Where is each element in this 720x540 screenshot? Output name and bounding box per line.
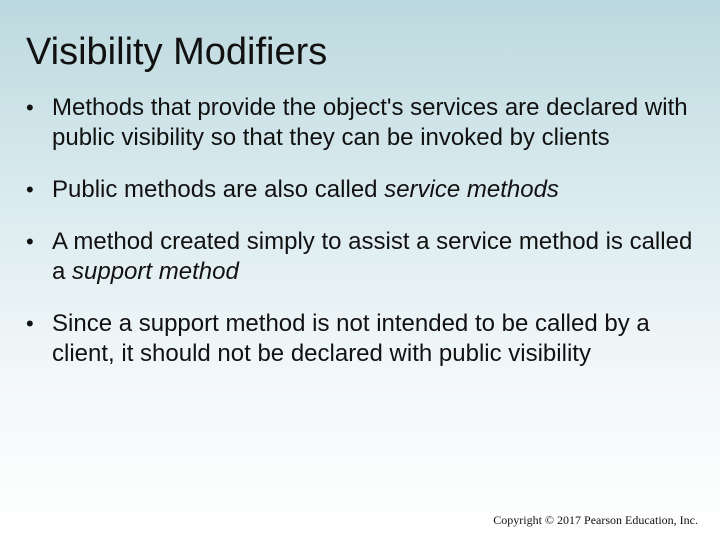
bullet-list: [26, 93, 706, 391]
bullet-dot-icon: •: [26, 95, 34, 120]
copyright-notice: Copyright © 2017 Pearson Education, Inc.: [493, 513, 698, 527]
bullet-text: A method created simply to assist a service method is called a: [52, 228, 693, 285]
bullet-dot-icon: •: [26, 177, 34, 202]
bullet-emphasis: service methods: [384, 176, 559, 203]
bullet-text: Since a support method is not intended to be called by a client, it should not be declared with public visibility: [52, 310, 650, 367]
bullet-emphasis: support method: [72, 258, 239, 285]
slide-title: Visibility Modifiers: [26, 31, 328, 73]
bullet-item: [26, 175, 706, 205]
bullet-dot-icon: •: [26, 311, 34, 336]
bullet-text: Public methods are also called: [52, 176, 385, 203]
bullet-item: [26, 309, 706, 369]
bullet-text: Methods that provide the object's services are declared with public visibility so that they can be invoked by clients: [52, 94, 688, 151]
bullet-item: [26, 93, 706, 153]
bullet-dot-icon: •: [26, 229, 34, 254]
bullet-item: [26, 227, 706, 287]
